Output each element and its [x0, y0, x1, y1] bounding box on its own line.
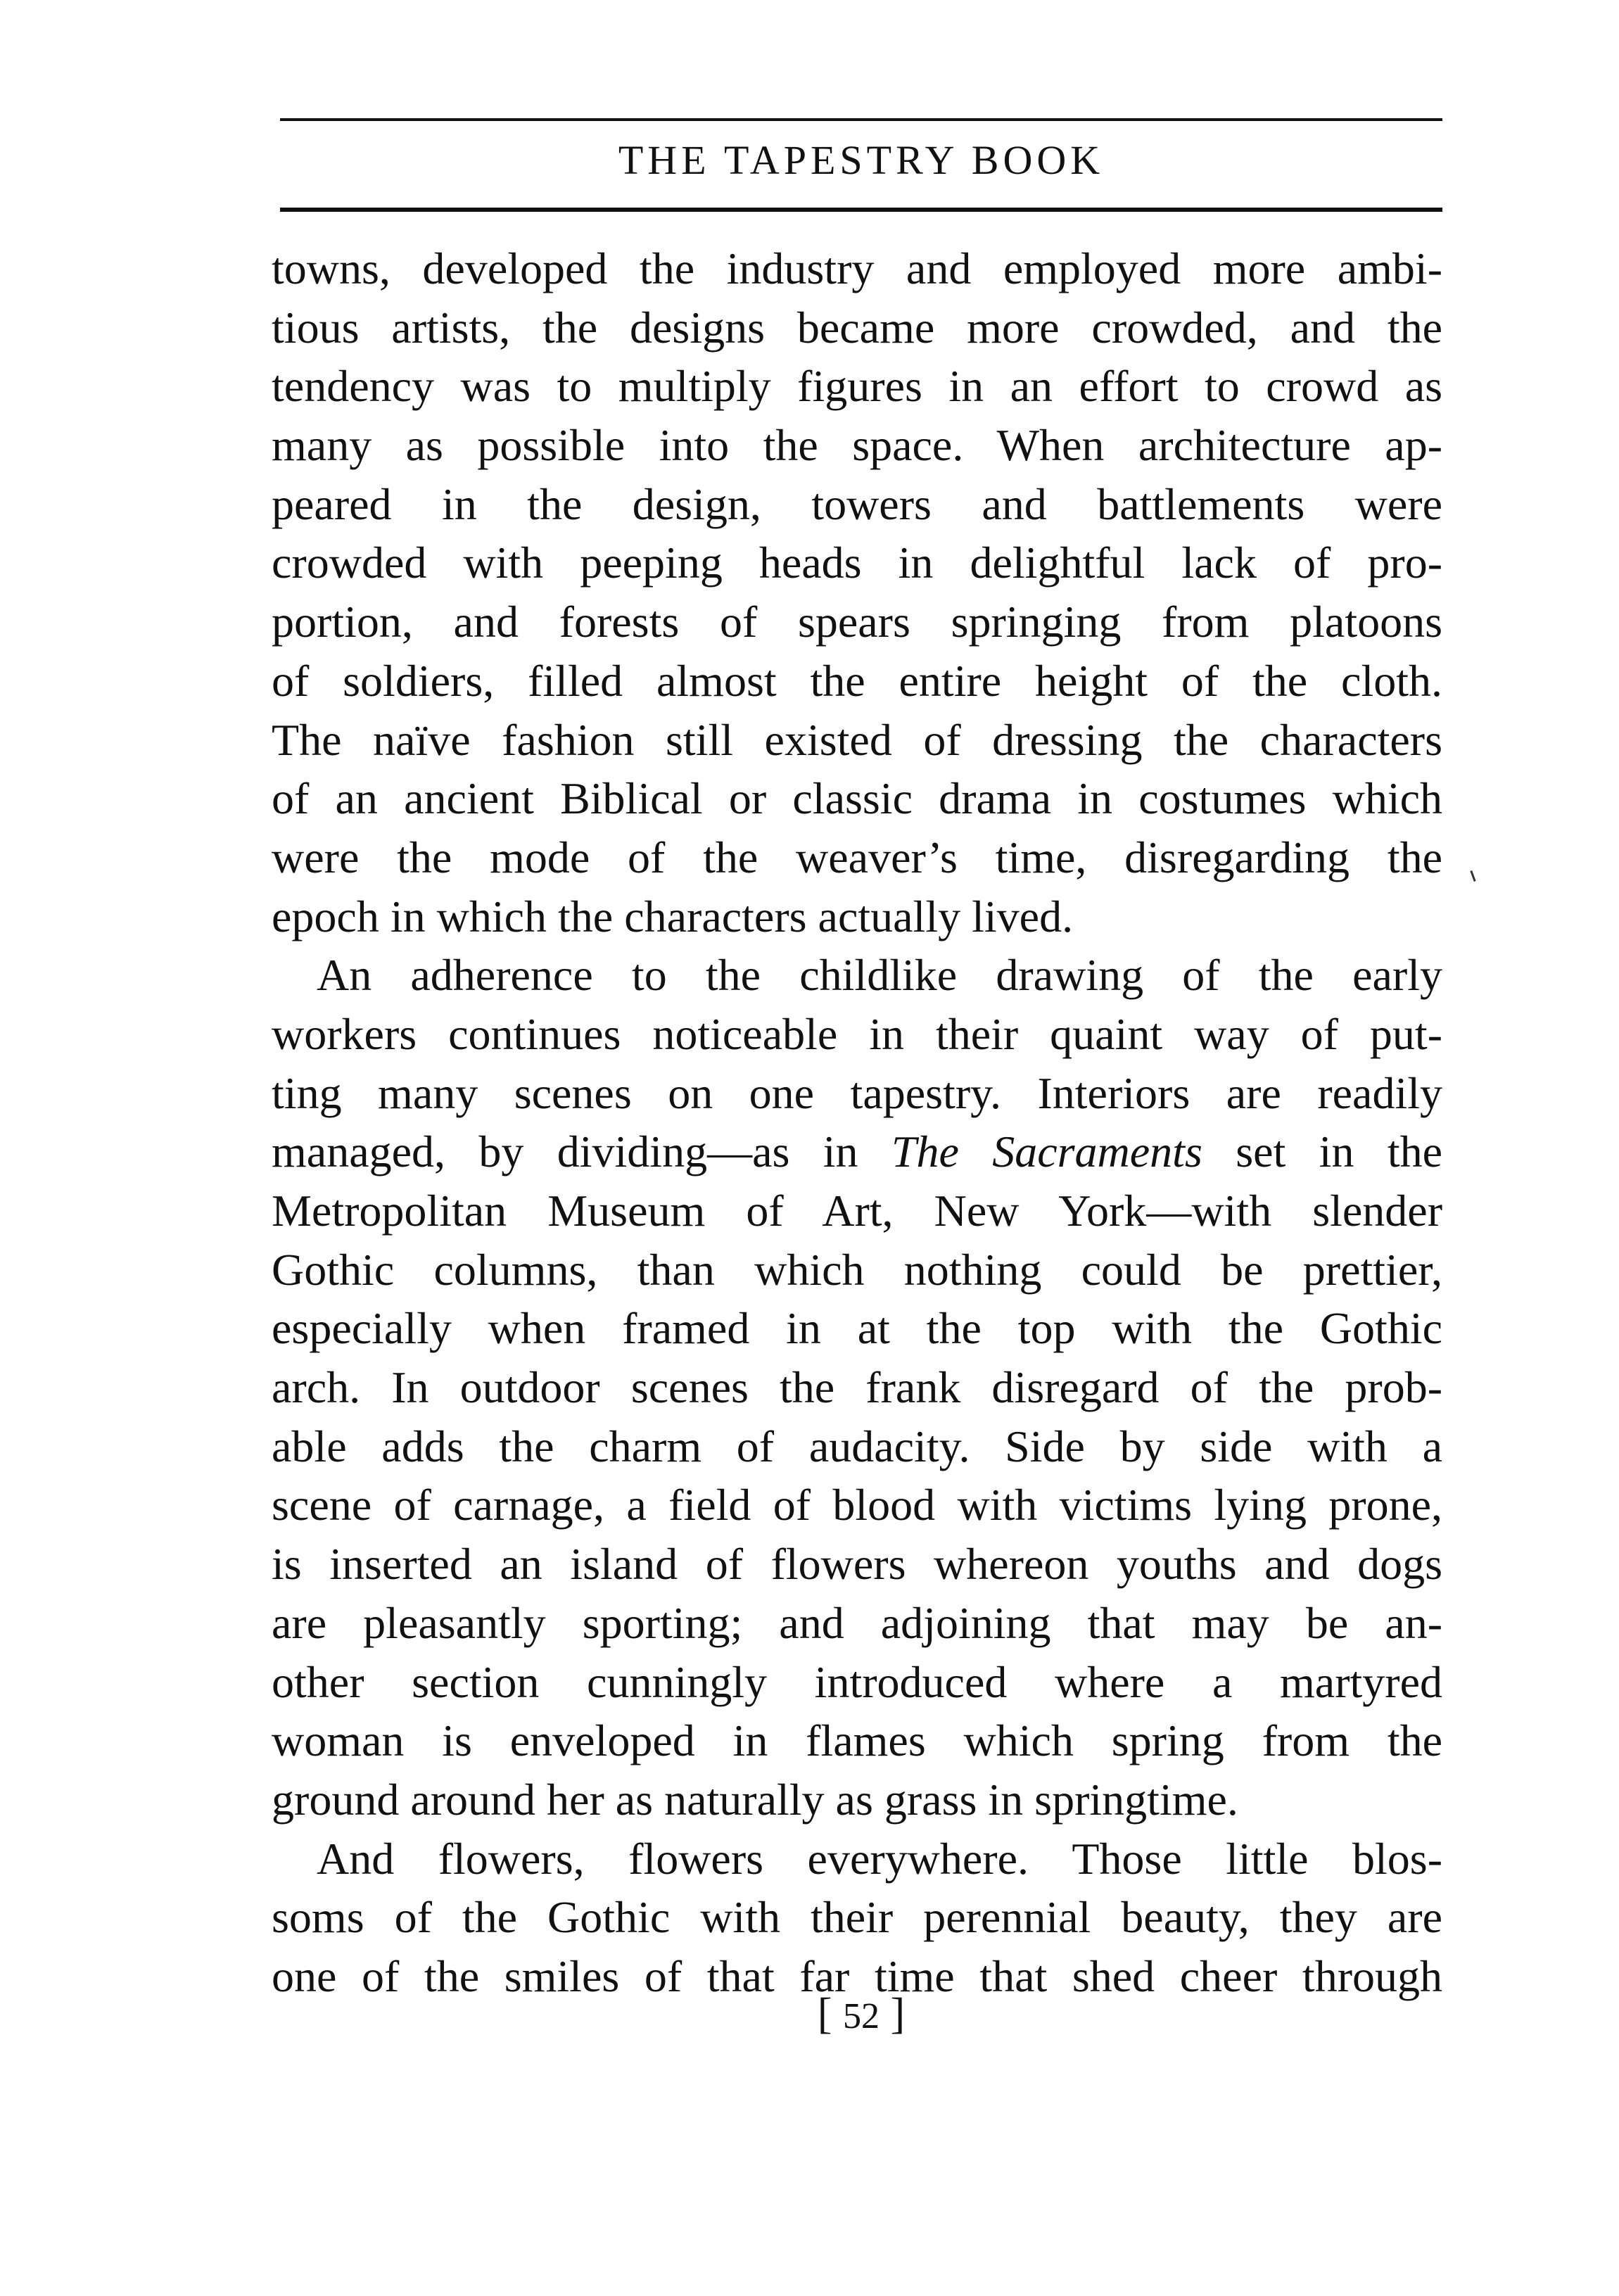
text-line: And flowers, flowers everywhere. Those little blos-	[317, 1833, 1442, 1884]
page-body	[272, 239, 1442, 2006]
text-line: workers continues noticeable in their quaint way of put-	[272, 1008, 1442, 1059]
text-line: arch. In outdoor scenes the frank disregard of the prob-	[272, 1362, 1442, 1413]
paragraph	[272, 1829, 1442, 2006]
text-line: peared in the design, towers and battlements were	[272, 478, 1442, 529]
text-line: woman is enveloped in flames which spring from the	[272, 1715, 1442, 1766]
text-line: towns, developed the industry and employed more ambi-	[272, 243, 1442, 293]
text-line-with-title	[272, 1122, 1442, 1181]
paragraph	[272, 946, 1442, 1829]
text-line: are pleasantly sporting; and adjoining that may be an-	[272, 1597, 1442, 1648]
text-line: able adds the charm of audacity. Side by side with a	[272, 1421, 1442, 1471]
page-number-value: 52	[843, 1996, 880, 2036]
text-line: scene of carnage, a field of blood with victims lying prone,	[272, 1480, 1442, 1530]
text-line: crowded with peeping heads in delightful lack of pro-	[272, 538, 1442, 588]
text-line: portion, and forests of spears springing from platoons	[272, 597, 1442, 647]
text-line: epoch in which the characters actually lived.	[272, 891, 1074, 941]
folio-bracket-close: ]	[890, 1990, 906, 2038]
text-line: An adherence to the childlike drawing of the early	[317, 950, 1442, 1001]
header-rule-bottom	[280, 208, 1442, 212]
text-line: especially when framed in at the top with the Gothic	[272, 1303, 1442, 1354]
work-title: The Sacraments	[891, 1127, 1202, 1177]
text-line: The naïve fashion still existed of dressing the characters	[272, 714, 1442, 765]
text-line: Gothic columns, than which nothing could be prettier,	[272, 1244, 1442, 1295]
text-line: of an ancient Biblical or classic drama in costumes which	[272, 773, 1442, 824]
text-line: tious artists, the designs became more crowded, and the	[272, 302, 1442, 353]
text-line: ground around her as naturally as grass in springtime.	[272, 1774, 1238, 1825]
text-segment: managed, by dividing—as in	[272, 1127, 858, 1177]
text-line: Metropolitan Museum of Art, New York—with slender	[272, 1186, 1442, 1236]
text-line: many as possible into the space. When architecture ap-	[272, 420, 1442, 471]
folio-bracket-open: [	[817, 1990, 832, 2038]
text-line: soms of the Gothic with their perennial beauty, they are	[272, 1892, 1442, 1943]
text-line: were the mode of the weaver’s time, disregarding the	[272, 832, 1442, 882]
text-line: one of the smiles of that far time that shed cheer through	[272, 1951, 1442, 2001]
running-title: THE TAPESTRY BOOK	[618, 137, 1105, 183]
paragraph	[272, 239, 1442, 946]
header-rule-top	[280, 118, 1442, 121]
text-line: ting many scenes on one tapestry. Interiors are readily	[272, 1067, 1442, 1118]
stray-ink-mark	[1470, 870, 1475, 882]
text-segment: set in the	[1236, 1127, 1442, 1177]
text-line: other section cunningly introduced where a martyred	[272, 1656, 1442, 1707]
text-line: tendency was to multiply figures in an effort to crowd as	[272, 361, 1442, 412]
text-line: of soldiers, filled almost the entire height of the cloth.	[272, 655, 1442, 706]
text-line: is inserted an island of flowers whereon youths and dogs	[272, 1539, 1442, 1590]
page-number	[280, 1986, 1442, 2045]
